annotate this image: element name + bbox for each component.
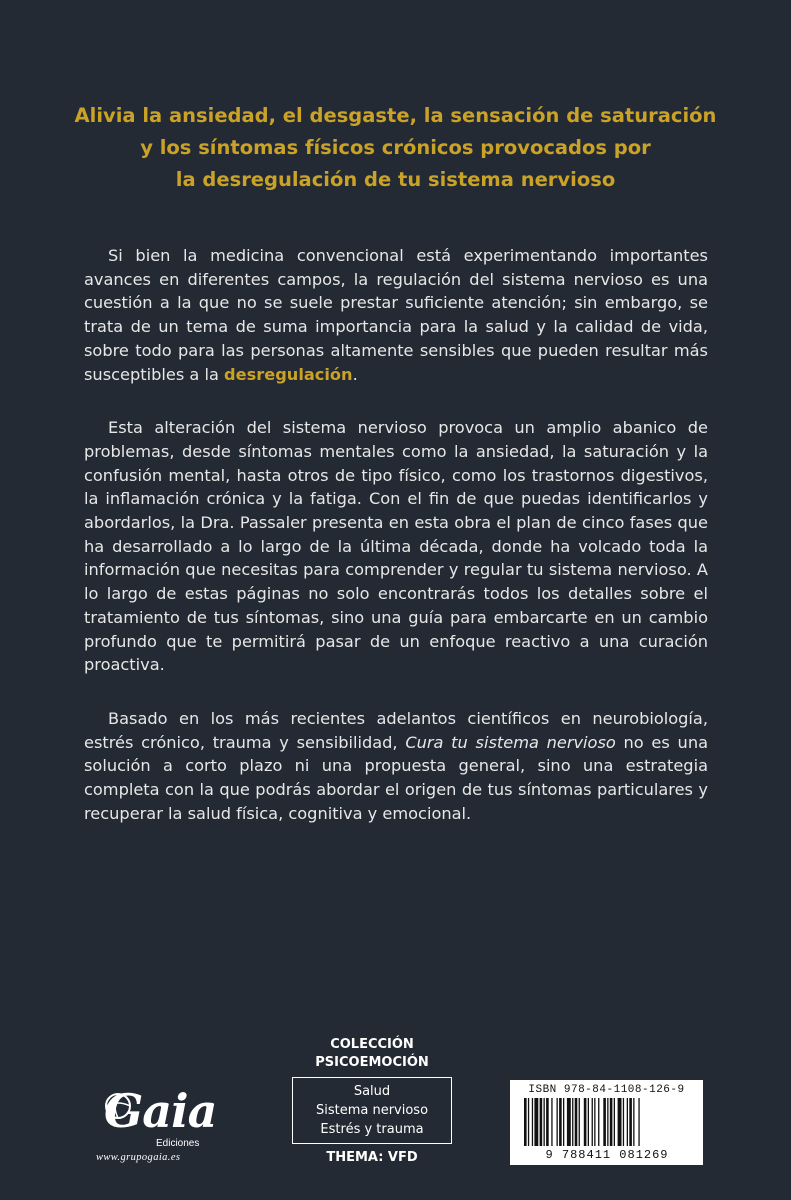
barcode-bar	[594, 1098, 595, 1146]
barcode-bar	[627, 1098, 628, 1146]
collection-title-line-2: PSICOEMOCIÓN	[315, 1055, 429, 1070]
barcode-bar	[567, 1098, 571, 1146]
barcode-bar	[557, 1098, 558, 1146]
barcode-bar	[638, 1098, 639, 1146]
barcode-bar	[579, 1098, 580, 1146]
barcode-bar	[524, 1098, 527, 1146]
paragraph-1	[84, 244, 708, 386]
barcode-bar	[588, 1098, 589, 1146]
paragraph-3-text: Basado en los más recientes adelantos científicos en neurobiología, estrés crónico, trauma y sensibilidad,	[84, 708, 708, 752]
barcode-bar	[623, 1098, 624, 1146]
headline	[0, 100, 791, 196]
barcode-bar	[603, 1098, 606, 1146]
description	[84, 244, 708, 855]
logo-word: Gaia	[104, 1084, 217, 1138]
collection-tags	[292, 1077, 452, 1144]
highlight-word: desregulación	[224, 364, 353, 384]
barcode-bar	[629, 1098, 632, 1146]
book-title: Cura tu sistema nervioso	[405, 732, 616, 752]
barcode-bar	[584, 1098, 587, 1146]
barcode	[510, 1080, 703, 1165]
collection-info	[292, 1036, 452, 1165]
publisher-url: www.grupogaia.es	[96, 1152, 181, 1163]
tag-item: Salud	[353, 1084, 391, 1099]
barcode-digits: 9 788411 081269	[545, 1148, 669, 1162]
isbn-label: ISBN 978-84-1108-126-9	[528, 1084, 685, 1096]
logo-imprint: Ediciones	[156, 1138, 200, 1149]
paragraph-1-end: .	[352, 364, 358, 384]
barcode-bar	[618, 1098, 622, 1146]
thema-code: THEMA: VFD	[326, 1150, 418, 1165]
barcode-bar	[546, 1098, 549, 1146]
barcode-bar	[532, 1098, 533, 1146]
barcode-bar	[633, 1098, 634, 1146]
barcode-bar	[610, 1098, 613, 1146]
barcode-bar	[592, 1098, 593, 1146]
collection-title	[292, 1036, 452, 1072]
tag-item: Sistema nervioso	[315, 1103, 429, 1118]
barcode-bar	[575, 1098, 578, 1146]
headline-line-2: y los síntomas físicos crónicos provocados por	[140, 136, 651, 159]
paragraph-3-end: no es una solución a corto plazo ni una propuesta general, sino una estrategia completa con la que podrás abordar el origen de tus síntomas particulares y recuperar la salud física, cognitiva y emocional.	[84, 732, 708, 823]
barcode-bar	[551, 1098, 552, 1146]
paragraph-1-text: Si bien la medicina convencional está experimentando importantes avances en diferentes campos, la regulación del sistema nervioso es una cuestión a la que no se suele prestar suficiente atención; sin embargo, se trata de un tema de suma importancia para la salud y la calidad de vida, sobre todo para las personas altamente sensibles que pueden resultar más susceptibles a la	[84, 246, 708, 384]
barcode-bar	[607, 1098, 608, 1146]
barcode-bar	[528, 1098, 529, 1146]
barcode-bar	[598, 1098, 599, 1146]
publisher-logo	[92, 1080, 232, 1170]
barcode-bar	[614, 1098, 615, 1146]
barcode-bar	[559, 1098, 562, 1146]
tag-item: Estrés y trauma	[320, 1122, 424, 1137]
barcode-bar	[534, 1098, 538, 1146]
paragraph-2: Esta alteración del sistema nervioso provoca un amplio abanico de problemas, desde síntomas mentales como la ansiedad, la saturación y la confusión mental, hasta otros de tipo físico, como los trastornos digestivos, la inflamación crónica y la fatiga. Con el fin de que puedas identificarlos y abordarlos, la Dra. Passaler presenta en esta obra el plan de cinco fases que ha desarrollado a lo largo de la última década, donde ha volcado toda la información que necesitas para comprender y regular tu sistema nervioso. A lo largo de estas páginas no solo encontrarás todos los detalles sobre el tratamiento de tus síntomas, sino una guía para embarcarte en un cambio profundo que te permitirá pasar de un enfoque reactivo a una curación proactiva.	[84, 418, 708, 675]
headline-line-1: Alivia la ansiedad, el desgaste, la sensación de saturación	[74, 104, 717, 127]
barcode-bar	[544, 1098, 545, 1146]
barcode-bar	[540, 1098, 543, 1146]
barcode-bar	[563, 1098, 564, 1146]
collection-title-line-1: COLECCIÓN	[330, 1037, 414, 1052]
paragraph-3	[84, 707, 708, 826]
barcode-bars	[524, 1098, 690, 1148]
headline-line-3: la desregulación de tu sistema nervioso	[175, 168, 616, 191]
barcode-bar	[572, 1098, 573, 1146]
